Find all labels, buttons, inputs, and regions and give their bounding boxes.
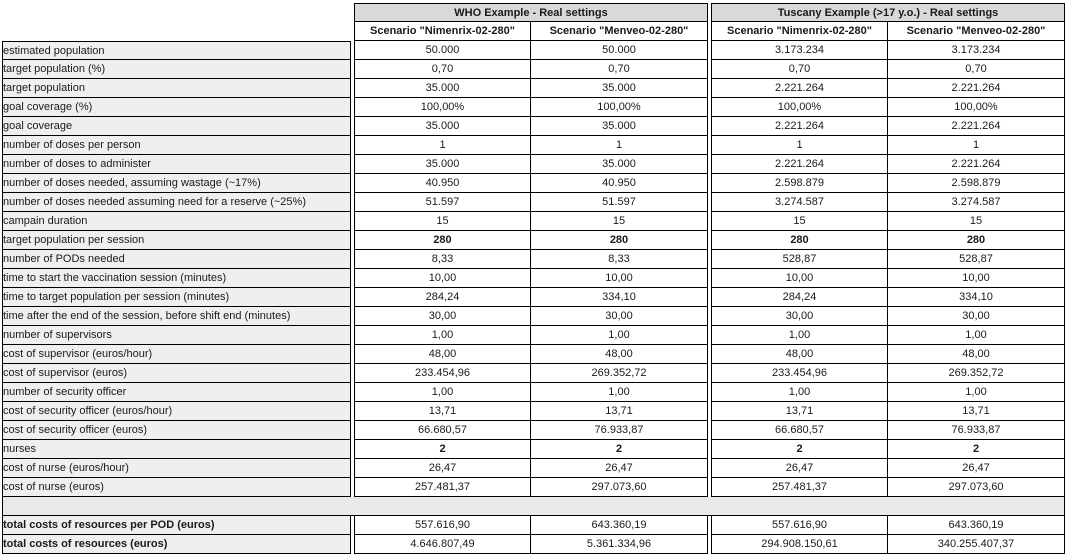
cell-value: 51.597	[531, 193, 708, 212]
cell-value: 15	[531, 212, 708, 231]
cell-value: 233.454,96	[354, 364, 531, 383]
cell-value: 10,00	[531, 269, 708, 288]
table-row	[2, 117, 1065, 136]
cell-value: 48,00	[711, 345, 888, 364]
cell-value: 30,00	[531, 307, 708, 326]
cell-value: 280	[531, 231, 708, 250]
cell-value: 1,00	[531, 326, 708, 345]
table-row	[2, 326, 1065, 345]
vaccination-cost-table	[2, 3, 1065, 554]
cell-value: 297.073,60	[888, 478, 1065, 497]
cell-value: 100,00%	[531, 98, 708, 117]
cell-value: 1,00	[531, 383, 708, 402]
cell-value: 35.000	[531, 155, 708, 174]
cell-value: 2.598.879	[711, 174, 888, 193]
cell-value: 2.598.879	[888, 174, 1065, 193]
cell-value: 1,00	[711, 326, 888, 345]
row-label: cost of security officer (euros/hour)	[2, 402, 351, 421]
cell-value: 30,00	[354, 307, 531, 326]
cell-value: 40.950	[354, 174, 531, 193]
cell-value: 76.933,87	[888, 421, 1065, 440]
row-label: estimated population	[2, 41, 351, 60]
cell-value: 3.173.234	[711, 41, 888, 60]
row-label: time to target population per session (minutes)	[2, 288, 351, 307]
row-label: time after the end of the session, before shift end (minutes)	[2, 307, 351, 326]
cell-value: 280	[354, 231, 531, 250]
table-row	[2, 250, 1065, 269]
cell-value: 1,00	[888, 383, 1065, 402]
top-left-blank	[2, 22, 351, 41]
spacer-row	[2, 497, 1065, 516]
row-label: goal coverage	[2, 117, 351, 136]
cell-value: 643.360,19	[888, 516, 1065, 535]
cell-value: 76.933,87	[531, 421, 708, 440]
table-row	[2, 345, 1065, 364]
cell-value: 2.221.264	[888, 79, 1065, 98]
cell-value: 2.221.264	[711, 155, 888, 174]
cell-value: 26,47	[711, 459, 888, 478]
cell-value: 15	[888, 212, 1065, 231]
cell-value: 8,33	[531, 250, 708, 269]
cell-value: 269.352,72	[531, 364, 708, 383]
row-label: cost of supervisor (euros/hour)	[2, 345, 351, 364]
row-label: cost of supervisor (euros)	[2, 364, 351, 383]
table-row	[2, 440, 1065, 459]
cell-value: 284,24	[354, 288, 531, 307]
cell-value: 5.361.334,96	[531, 535, 708, 554]
cell-value: 233.454,96	[711, 364, 888, 383]
row-label: campain duration	[2, 212, 351, 231]
table-row	[2, 478, 1065, 497]
cell-value: 51.597	[354, 193, 531, 212]
row-label: target population per session	[2, 231, 351, 250]
row-label: number of doses to administer	[2, 155, 351, 174]
row-label: number of doses needed, assuming wastage (~17%)	[2, 174, 351, 193]
cell-value: 40.950	[531, 174, 708, 193]
cell-value: 1,00	[711, 383, 888, 402]
cell-value: 557.616,90	[711, 516, 888, 535]
table-row	[2, 136, 1065, 155]
cell-value: 48,00	[888, 345, 1065, 364]
cell-value: 0,70	[888, 60, 1065, 79]
cell-value: 13,71	[531, 402, 708, 421]
cell-value: 1,00	[354, 383, 531, 402]
cell-value: 100,00%	[711, 98, 888, 117]
cell-value: 30,00	[888, 307, 1065, 326]
cell-value: 2	[354, 440, 531, 459]
column-header-who-nimenrix: Scenario "Nimenrix-02-280"	[354, 22, 531, 41]
cell-value: 26,47	[531, 459, 708, 478]
cell-value: 1	[354, 136, 531, 155]
group-header-tuscany: Tuscany Example (>17 y.o.) - Real settings	[711, 3, 1065, 22]
row-label: total costs of resources per POD (euros)	[2, 516, 351, 535]
table-row	[2, 307, 1065, 326]
row-label: cost of nurse (euros)	[2, 478, 351, 497]
cell-value: 30,00	[711, 307, 888, 326]
cell-value: 257.481,37	[354, 478, 531, 497]
cell-value: 280	[888, 231, 1065, 250]
table-row	[2, 98, 1065, 117]
row-label: total costs of resources (euros)	[2, 535, 351, 554]
cell-value: 269.352,72	[888, 364, 1065, 383]
total-row	[2, 535, 1065, 554]
cell-value: 3.173.234	[888, 41, 1065, 60]
cell-value: 3.274.587	[888, 193, 1065, 212]
cell-value: 100,00%	[888, 98, 1065, 117]
cell-value: 1	[888, 136, 1065, 155]
cell-value: 35.000	[531, 117, 708, 136]
cell-value: 334,10	[888, 288, 1065, 307]
row-label: target population (%)	[2, 60, 351, 79]
group-header-row	[2, 3, 1065, 22]
table-row	[2, 269, 1065, 288]
cell-value: 2	[888, 440, 1065, 459]
table-row	[2, 459, 1065, 478]
cell-value: 1,00	[888, 326, 1065, 345]
row-label: cost of security officer (euros)	[2, 421, 351, 440]
cell-value: 643.360,19	[531, 516, 708, 535]
row-label: goal coverage (%)	[2, 98, 351, 117]
cell-value: 2	[711, 440, 888, 459]
cell-value: 528,87	[711, 250, 888, 269]
table-row	[2, 60, 1065, 79]
cell-value: 26,47	[354, 459, 531, 478]
cell-value: 35.000	[354, 155, 531, 174]
cell-value: 100,00%	[354, 98, 531, 117]
total-row	[2, 516, 1065, 535]
row-label: time to start the vaccination session (minutes)	[2, 269, 351, 288]
table-row	[2, 41, 1065, 60]
cell-value: 557.616,90	[354, 516, 531, 535]
cell-value: 50.000	[354, 41, 531, 60]
cell-value: 2.221.264	[711, 79, 888, 98]
cell-value: 10,00	[711, 269, 888, 288]
cell-value: 528,87	[888, 250, 1065, 269]
table-row	[2, 212, 1065, 231]
spacer-cell	[2, 497, 1065, 516]
column-header-who-menveo: Scenario "Menveo-02-280"	[531, 22, 708, 41]
cell-value: 66.680,57	[354, 421, 531, 440]
cell-value: 1,00	[354, 326, 531, 345]
cell-value: 340.255.407,37	[888, 535, 1065, 554]
cell-value: 257.481,37	[711, 478, 888, 497]
top-left-blank	[2, 3, 351, 22]
cell-value: 284,24	[711, 288, 888, 307]
row-label: number of security officer	[2, 383, 351, 402]
cell-value: 13,71	[888, 402, 1065, 421]
cell-value: 2.221.264	[711, 117, 888, 136]
cell-value: 66.680,57	[711, 421, 888, 440]
table-row	[2, 288, 1065, 307]
table-row	[2, 174, 1065, 193]
cell-value: 35.000	[531, 79, 708, 98]
table-row	[2, 79, 1065, 98]
cell-value: 280	[711, 231, 888, 250]
table-row	[2, 155, 1065, 174]
cell-value: 26,47	[888, 459, 1065, 478]
table-row	[2, 421, 1065, 440]
cell-value: 0,70	[354, 60, 531, 79]
cell-value: 2.221.264	[888, 155, 1065, 174]
cell-value: 13,71	[354, 402, 531, 421]
cell-value: 3.274.587	[711, 193, 888, 212]
table-row	[2, 383, 1065, 402]
cell-value: 48,00	[354, 345, 531, 364]
table-row	[2, 231, 1065, 250]
group-header-who: WHO Example - Real settings	[354, 3, 708, 22]
column-header-tuscany-nimenrix: Scenario "Nimenrix-02-280"	[711, 22, 888, 41]
row-label: number of PODs needed	[2, 250, 351, 269]
cell-value: 13,71	[711, 402, 888, 421]
row-label: number of doses per person	[2, 136, 351, 155]
cell-value: 1	[531, 136, 708, 155]
cell-value: 50.000	[531, 41, 708, 60]
table-body	[2, 41, 1065, 554]
column-header-tuscany-menveo: Scenario "Menveo-02-280"	[888, 22, 1065, 41]
row-label: target population	[2, 79, 351, 98]
cell-value: 15	[711, 212, 888, 231]
table-row	[2, 402, 1065, 421]
cell-value: 8,33	[354, 250, 531, 269]
cell-value: 2.221.264	[888, 117, 1065, 136]
table-row	[2, 364, 1065, 383]
scenario-header-row	[2, 22, 1065, 41]
cell-value: 2	[531, 440, 708, 459]
cell-value: 4.646.807,49	[354, 535, 531, 554]
cell-value: 35.000	[354, 79, 531, 98]
cell-value: 15	[354, 212, 531, 231]
cell-value: 0,70	[711, 60, 888, 79]
row-label: number of supervisors	[2, 326, 351, 345]
cell-value: 10,00	[354, 269, 531, 288]
row-label: number of doses needed assuming need for a reserve (~25%)	[2, 193, 351, 212]
cell-value: 0,70	[531, 60, 708, 79]
row-label: cost of nurse (euros/hour)	[2, 459, 351, 478]
row-label: nurses	[2, 440, 351, 459]
cell-value: 48,00	[531, 345, 708, 364]
cell-value: 294.908.150,61	[711, 535, 888, 554]
cell-value: 10,00	[888, 269, 1065, 288]
cell-value: 35.000	[354, 117, 531, 136]
cell-value: 297.073,60	[531, 478, 708, 497]
table-row	[2, 193, 1065, 212]
cell-value: 1	[711, 136, 888, 155]
cell-value: 334,10	[531, 288, 708, 307]
